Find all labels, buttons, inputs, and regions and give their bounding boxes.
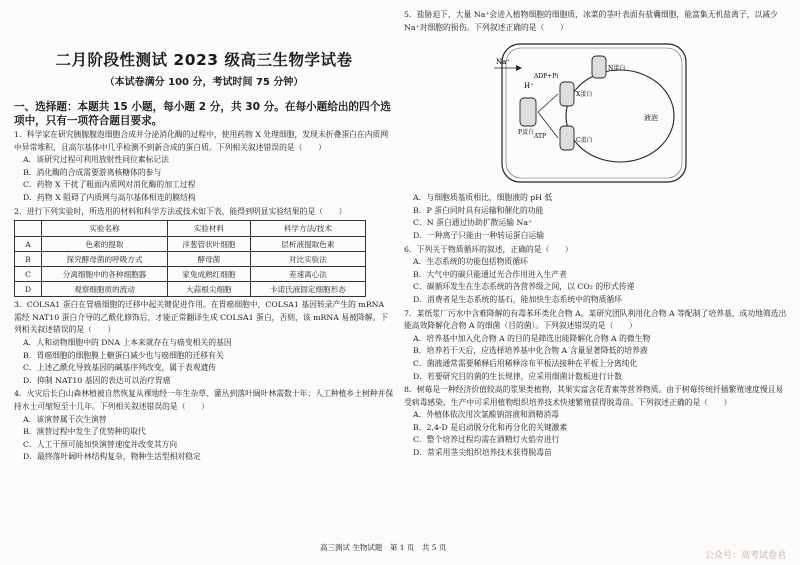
question-2-stem: 2．进行下列实验时，所选用的材料和科学方法或技术如下表，能得到明显实验结果的是（ ） [14,206,347,216]
experiment-table [14,220,366,297]
question-7-option-d: D．若要研究目的菌的生长规律，应采用细菌计数板进行计数 [413,371,622,381]
n-protein-shape [592,56,606,78]
question-1-option-c: C．药物 X 干扰了粗面内质网对消化酶的加工过程 [23,180,196,190]
diagram-label-atp: ATP [534,133,547,141]
cell-diagram-svg [494,38,694,188]
question-8-option-b: B．2,4-D 是启动脱分化和再分化的关键激素 [413,422,568,432]
table-cell: D [15,282,42,297]
question-5-option-d: D．一种离子只能由一种转运蛋白运输 [413,230,544,240]
table-header-cell [15,221,42,237]
diagram-label-c-protein: C蛋白 [576,137,593,145]
diagram-label-na: Na⁺ [496,58,510,67]
table-cell: 分离细胞中的各种细胞器 [42,267,168,282]
question-1-stem: 1．科学家在研究胰腺腺泡细胞合成并分泌消化酶的过程中，使用药物 X 处理细胞，发现未折叠蛋白在内质网中异常堆积，且高尔基体中几乎检测不到新合成的蛋白质。下列相关叙述错误的是（ ） [14,130,389,152]
question-1-option-a: A．该研究过程可利用放射性同位素标记法 [23,155,169,165]
question-7-option-b: B．培养若干天后，应选择培养基中化合物 A 含量显著降低的培养液 [413,346,648,356]
table-cell: 色素的提取 [42,237,168,252]
question-8-option-a: A．外植体依次用次氯酸钠溶液和酒精消毒 [413,410,559,420]
diagram-label-n-protein: N蛋白 [608,65,626,73]
question-5-option-b: B．P 蛋白同时具有运输和催化的功能 [413,205,544,215]
question-6-option-c: C．碳循环发生在生态系统的各营养级之间，以 CO₂ 的形式传递 [413,282,635,292]
question-3-option-c: C．上述乙酰化导致基因的碱基序列改变，属于表观遗传 [23,363,217,373]
question-6-option-d: D．消费者是生态系统的基石，能加快生态系统中的物质循环 [413,294,622,304]
exam-title: 二月阶段性测试 2023 级高三生物学试卷 [55,51,353,69]
table-cell: 大蒜根尖细胞 [168,282,251,297]
question-4-option-a: A．该演替属于次生演替 [23,414,107,424]
table-header-cell: 实验材料 [168,221,251,237]
table-cell: 酵母菌 [168,252,251,267]
salt-bladder-cell-diagram [494,38,694,188]
question-5-option-a: A．与细胞质基质相比，细胞液的 pH 低 [413,193,553,203]
diagram-label-adp: ADP+Pi [534,73,559,81]
question-7-option-c: C．菌液通常需要稀释后用稀释涂布平板法接种在平板上分离纯化 [413,358,638,368]
p-protein-shape [520,98,536,126]
question-4-option-d: D．最终落叶阔叶林结构复杂，物种生活型相对稳定 [23,452,201,462]
question-8-stem: 8．树莓是一种经济价值较高的浆果类植物，其果实富含花青素等营养物质。由于树莓传统扦插繁殖速度慢且易受病毒感染，生产中可采用植物组织培养技术快速繁殖获得脱毒苗。下列叙述正确的是（ ） [404,385,784,407]
table-cell: 探究酵母菌的呼吸方式 [42,252,168,267]
question-1-option-d: D．药物 X 阻碍了内质网与高尔基体相连的膜结构 [23,192,196,202]
table-cell: 对比实验法 [250,252,365,267]
table-cell: A [15,237,42,252]
table-header-row [15,221,366,237]
question-3-option-b: B．胃癌细胞的细胞膜上糖蛋白减少也与癌细胞的迁移有关 [23,350,224,360]
table-cell: 观察细胞质的流动 [42,282,168,297]
question-1-option-b: B．消化酶的合成需要游离核糖体的参与 [23,167,162,177]
h-transport-arrow [538,94,558,112]
arrow-head [516,65,522,71]
watermark-text: 公众号：高考试卷君 [704,551,786,561]
diagram-label-vacuole: 液泡 [644,114,658,123]
diagram-label-p-protein: P蛋白 [518,129,535,137]
question-3-option-a: A．人和动物细胞中的 DNA 上本来就存在与癌变相关的基因 [23,337,232,347]
diagram-label-h: H⁺ [524,82,534,91]
page-footer: 高三测试 生物试题 第 1 页 共 5 页 [320,543,447,552]
table-cell: 差速离心法 [250,267,365,282]
question-7-option-a: A．培养基中加入化合物 A 的目的是筛选出能降解化合物 A 的微生物 [413,333,651,343]
table-cell: 洋葱管状叶细胞 [168,237,251,252]
table-row [15,237,366,252]
table-cell: C [15,267,42,282]
question-8-option-d: D．常采用茎尖组织培养技术获得脱毒苗 [413,448,552,458]
question-3-stem: 3．COLSA1 蛋白在胃癌细胞的迁移中起关键促进作用。在胃癌细胞中，COLSA1 基因转录产生的 mRNA 需经 NAT10 蛋白介导的乙酰化修饰后，才能正常翻译生成 COLSA1 蛋白，否则，该 mRNA 易被降解。下列相关叙述错误的是（ ） [14,300,389,335]
table-row [15,282,366,297]
c-protein-shape [560,126,574,150]
table-cell: 卡诺氏液固定细胞形态 [250,282,365,297]
question-4-stem: 4．火灾后长白山森林植被自然恢复从裸地经一年生杂草、灌丛到落叶阔叶林需数十年；人工种植乡土树种并保持水土可缩短至十几年。下列相关叙述错误的是（ ） [14,389,394,411]
question-5-option-c: C．N 蛋白通过协助扩散运输 Na⁺ [413,218,533,228]
question-8-option-c: C．整个培养过程均需在酒精灯火焰旁进行 [413,435,560,445]
question-4-option-b: B．演替过程中发生了优势种的取代 [23,427,146,437]
diagram-label-x-protein: X蛋白 [576,91,593,99]
question-4-option-c: C．人工干预可能加快演替速度并改变其方向 [23,439,178,449]
table-header-cell: 实验名称 [42,221,168,237]
question-3-option-d: D．抑制 NAT10 基因的表达可以治疗胃癌 [23,375,171,385]
section-heading: 一、选择题：本题共 15 小题，每小题 2 分，共 30 分。在每小题给出的四个选项中，只有一项符合题目要求。 [14,101,391,127]
table-cell: 家兔成熟红细胞 [168,267,251,282]
right-column [404,8,788,460]
question-6-option-b: B．大气中的碳只能通过光合作用进入生产者 [413,269,567,279]
table-cell: B [15,252,42,267]
question-7-stem: 7．某纸浆厂污水中含难降解的有毒苯环类化合物 A。某研究团队利用化合物 A 等配制了培养基，成功地筛选出能高效降解化合物 A 的细菌（目的菌）。下列叙述错误的是（ ） [404,308,787,331]
x-protein-shape [560,82,574,106]
table-row [15,252,366,267]
left-column [14,8,394,464]
table-row [15,267,366,282]
table-header-cell: 科学方法/技术 [250,221,365,237]
table-cell: 层析液提取色素 [250,237,365,252]
exam-subtitle: （本试卷满分 100 分，考试时间 75 分钟） [104,77,304,88]
question-6-option-a: A．生态系统的功能包括物质循环 [413,257,528,267]
question-6-stem: 6．下列关于物质循环的叙述，正确的是（ ） [404,244,573,254]
question-5-stem: 5．盐胁迫下，大量 Na⁺会进入植物细胞的细胞质，冰菜的茎叶表面有盐囊细胞，能富集无机盐离子，以减少 Na⁺对细胞的损伤。下列叙述正确的是（ ） [404,10,778,32]
